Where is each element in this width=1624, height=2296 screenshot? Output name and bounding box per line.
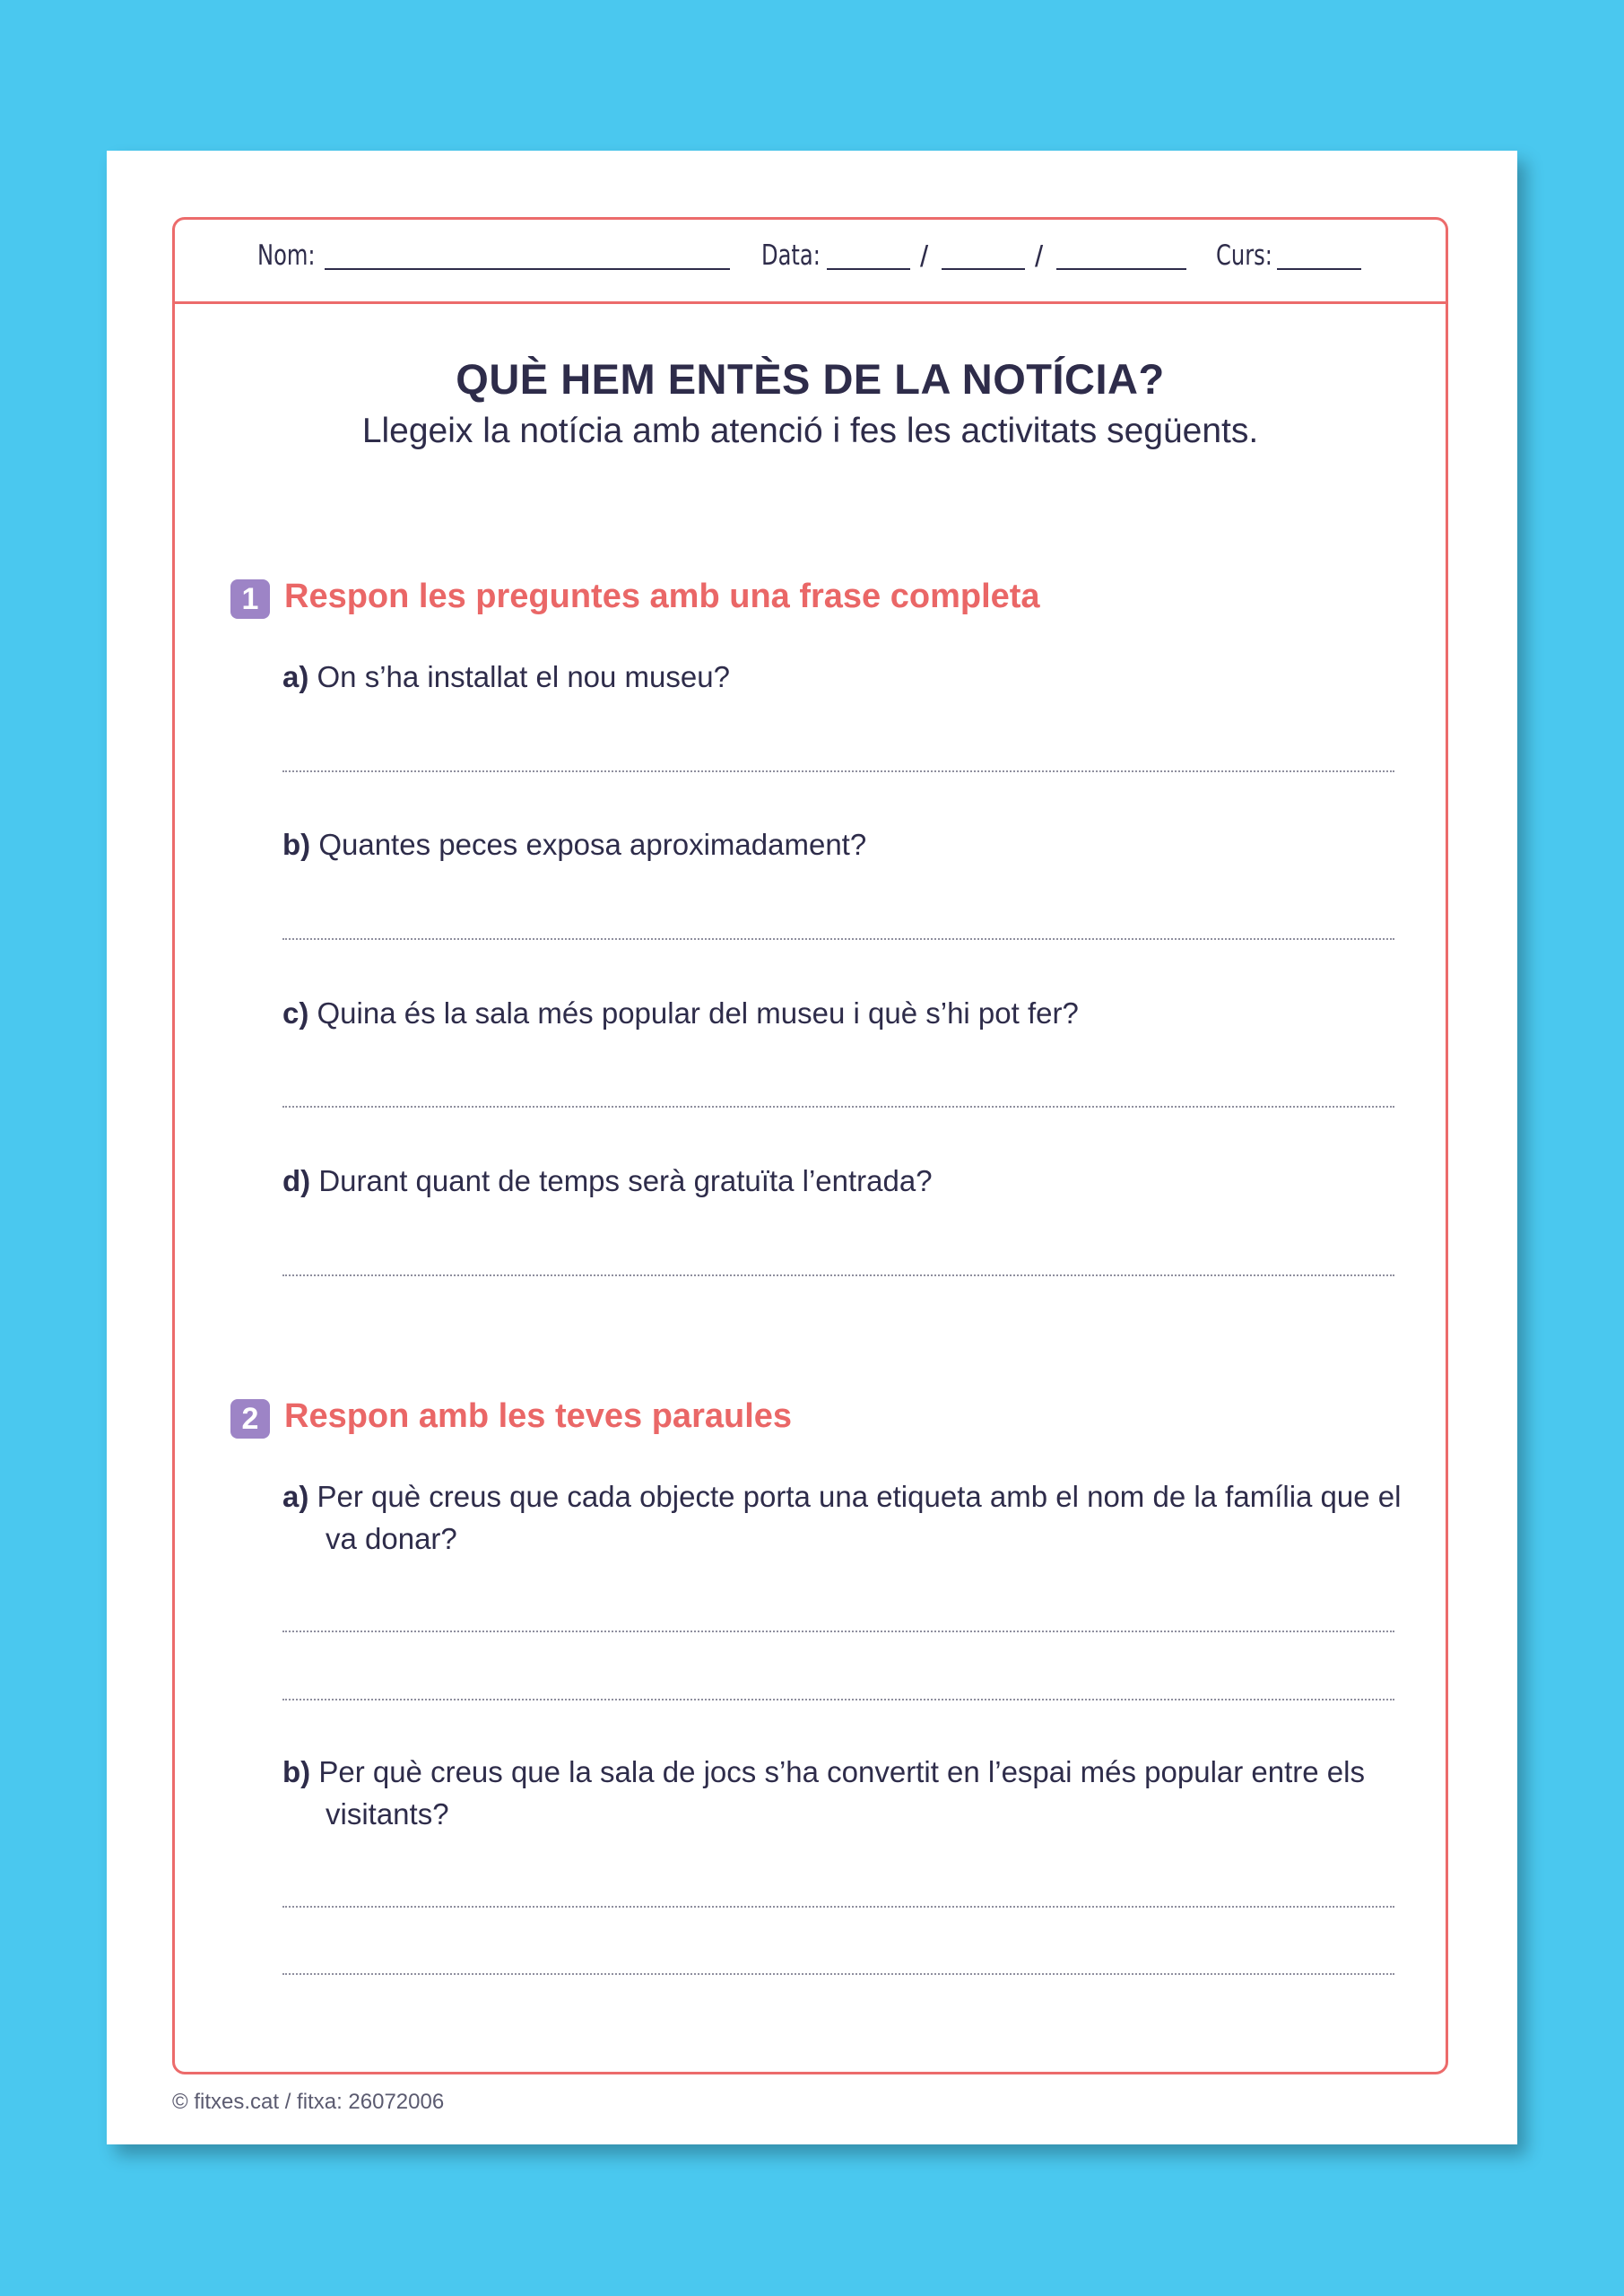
answer-line-1a[interactable] [282, 770, 1394, 772]
question-text: Quantes peces exposa aproximadament? [318, 828, 867, 861]
answer-line-1b[interactable] [282, 938, 1394, 940]
question-1b [282, 823, 1420, 865]
question-text: Per què creus que cada objecte porta una etiqueta amb el nom de la família que el va donar? [317, 1480, 1402, 1555]
date-separator: / [1035, 239, 1044, 273]
section-number-badge: 1 [230, 579, 270, 619]
date-month-field[interactable] [942, 268, 1025, 270]
footer-copyright: © fitxes.cat / fitxa: 26072006 [172, 2090, 445, 2114]
question-label: a) [282, 660, 309, 693]
date-separator: / [920, 239, 929, 273]
section-title: Respon les preguntes amb una frase completa [284, 578, 1040, 615]
question-text: Per què creus que la sala de jocs s’ha convertit en l’espai més popular entre els visitants? [318, 1755, 1365, 1831]
worksheet-frame [172, 217, 1448, 2074]
page-title: QUÈ HEM ENTÈS DE LA NOTÍCIA? [456, 355, 1165, 403]
name-label: Nom: [257, 239, 316, 272]
question-label: c) [282, 996, 309, 1030]
question-1c [282, 992, 1420, 1034]
question-label: b) [282, 828, 311, 861]
question-1a [282, 656, 1420, 698]
section-number-badge: 2 [230, 1399, 270, 1439]
date-year-field[interactable] [1056, 268, 1186, 270]
course-field[interactable] [1277, 268, 1361, 270]
question-label: a) [282, 1480, 309, 1513]
answer-line-2b-1[interactable] [282, 1906, 1394, 1908]
question-2a [282, 1475, 1420, 1560]
page-subtitle: Llegeix la notícia amb atenció i fes les activitats següents. [361, 412, 1259, 450]
question-text: Quina és la sala més popular del museu i què s’hi pot fer? [317, 996, 1079, 1030]
date-day-field[interactable] [827, 268, 910, 270]
date-label: Data: [761, 239, 821, 272]
name-field[interactable] [325, 268, 730, 270]
question-1d [282, 1160, 1420, 1202]
question-text: On s’ha installat el nou museu? [317, 660, 730, 693]
answer-line-1d[interactable] [282, 1274, 1394, 1276]
question-label: d) [282, 1164, 311, 1197]
answer-line-2b-2[interactable] [282, 1973, 1394, 1975]
section-title: Respon amb les teves paraules [284, 1397, 793, 1435]
answer-line-2a-2[interactable] [282, 1699, 1394, 1700]
question-2b [282, 1751, 1420, 1835]
worksheet-page [107, 151, 1517, 2144]
answer-line-2a-1[interactable] [282, 1631, 1394, 1632]
question-text: Durant quant de temps serà gratuïta l’entrada? [318, 1164, 933, 1197]
course-label: Curs: [1216, 239, 1272, 272]
answer-line-1c[interactable] [282, 1106, 1394, 1108]
question-label: b) [282, 1755, 311, 1788]
student-info-header [175, 220, 1446, 304]
